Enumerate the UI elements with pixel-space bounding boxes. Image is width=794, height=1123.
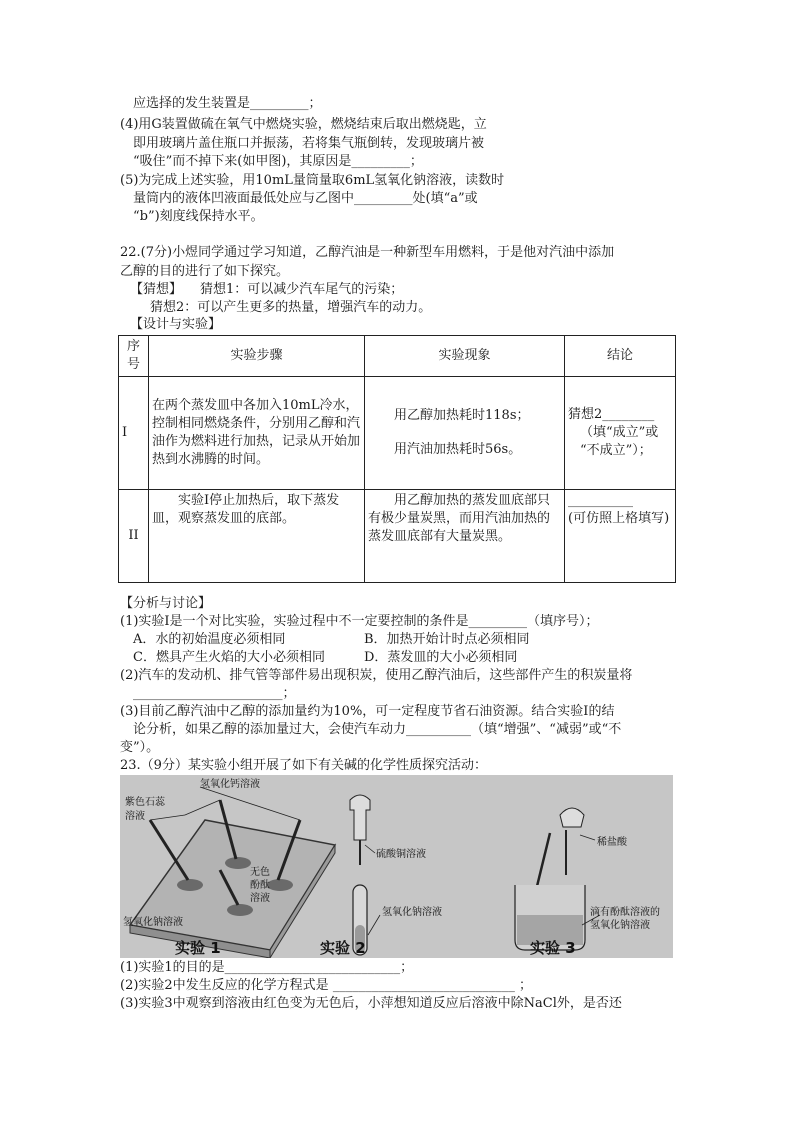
guess-title: 【猜想】 (130, 282, 183, 297)
caption-exp1: 实验 1 (175, 939, 221, 957)
header-no: 序号 (119, 336, 149, 377)
header-observation: 实验现象 (365, 336, 565, 377)
analysis-title: 【分析与讨论】 (120, 596, 212, 611)
fig-label-phen-1: 滴有酚酞溶液的 (590, 907, 660, 918)
question-23: 23.（9分）某实验小组开展了如下有关碱的化学性质探究活动： (120, 758, 487, 773)
option-c: C．燃具产生火焰的大小必须相同 (133, 650, 325, 665)
fig-label-purple: 紫色石蕊 (125, 797, 165, 808)
row-1-concl-hint2: “不成立”）； (580, 443, 652, 458)
guess-2: 猜想2：可以产生更多的热量，增强汽车的动力。 (150, 300, 432, 315)
fig-label-naoh-2: 氢氧化钠溶液 (382, 907, 442, 918)
experiment-illustration (120, 775, 673, 958)
analysis-3-end: 变”）。 (120, 740, 160, 755)
option-d: D．蒸发皿的大小必须相同 (364, 650, 518, 665)
header-step: 实验步骤 (149, 336, 365, 377)
exp-question-3: (3)实验3中观察到溶液由红色变为无色后，小萍想知道反应后溶液中除NaCl外，是否还 (120, 996, 622, 1011)
fig-label-cuso4: 硫酸铜溶液 (376, 849, 426, 860)
fig-label-phenol: 酚酞 (250, 880, 270, 891)
row-1-obs-ethanol: 用乙醇加热耗时118s； (394, 408, 530, 423)
caption-exp3: 实验 3 (530, 939, 576, 957)
question-22-cont: 乙醇的目的进行了如下探究。 (120, 264, 290, 279)
header-conclusion: 结论 (565, 336, 676, 377)
hand-icon (560, 808, 584, 827)
fig-label-solution: 溶液 (125, 811, 145, 822)
design-title: 【设计与实验】 (130, 317, 222, 332)
fig-label-naoh-1: 氢氧化钠溶液 (123, 917, 183, 928)
fig-label-hcl: 稀盐酸 (597, 837, 627, 848)
fig-label-caoh: 氢氧化钙溶液 (200, 779, 260, 790)
row-1-no: I (119, 377, 149, 490)
table-row (119, 490, 676, 583)
experiment-figure (120, 775, 673, 958)
option-b: B．加热开始计时点必须相同 (364, 632, 530, 647)
line-q5-end: “b”)刻度线保持水平。 (133, 209, 264, 224)
row-1-obs-gasoline: 用汽油加热耗时56s。 (394, 442, 522, 457)
fig-label-colorless: 无色 (250, 867, 270, 878)
analysis-2-blank[interactable]: _______________________； (133, 686, 296, 701)
row-2-observation: 用乙醇加热的蒸发皿底部只有极少量炭黑，而用汽油加热的蒸发皿底部有大量炭黑。 (365, 490, 565, 583)
line-q4: (4)用G装置做硫在氧气中燃烧实验，燃烧结束后取出燃烧匙，立 (120, 117, 487, 132)
fig-label-colorless-sol: 溶液 (250, 893, 270, 904)
row-1-concl-hint: （填“成立”或 (580, 425, 659, 440)
analysis-3-cont: 论分析，如果乙醇的添加量过大，会使汽车动力__________（填“增强”、“减弱”或“不 (133, 722, 622, 737)
row-1-observation (365, 377, 565, 490)
question-22: 22.(7分)小煜同学通过学习知道，乙醇汽油是一种新型车用燃料，于是他对汽油中添加 (120, 245, 615, 260)
row-2-no: II (119, 490, 149, 583)
experiment-table (118, 335, 676, 583)
line-q4-cont: 即用玻璃片盖住瓶口并振荡，若将集气瓶倒转，发现玻璃片被 (133, 136, 485, 151)
row-1-step: 在两个蒸发皿中各加入10mL冷水，控制相同燃烧条件，分别用乙醇和汽油作为燃料进行加热，记录从开始加热到水沸腾的时间。 (149, 377, 365, 490)
row-2-conclusion (565, 490, 676, 583)
analysis-1: (1)实验I是一个对比实验，实验过程中不一定要控制的条件是_________（填序号）； (120, 614, 599, 629)
line-q5: (5)为完成上述实验，用10mL量筒量取6mL氢氧化钠溶液，读数时 (120, 173, 505, 188)
table-row (119, 377, 676, 490)
exp-question-2: (2)实验2中发生反应的化学方程式是 ____________________________ ； (120, 978, 532, 993)
row-1-concl-blank[interactable]: 猜想2________ (568, 407, 655, 422)
option-a: A．水的初始温度必须相同 (133, 632, 286, 647)
fig-label-phen-2: 氢氧化钠溶液 (590, 920, 650, 931)
row-2-concl-hint: (可仿照上格填写) (568, 511, 670, 526)
row-1-conclusion (565, 377, 676, 490)
analysis-2: (2)汽车的发动机、排气管等部件易出现积炭，使用乙醇汽油后，这些部件产生的积炭量将 (120, 668, 633, 683)
line-q4-reason: “吸住”而不掉下来(如甲图)，其原因是_________； (133, 154, 423, 169)
row-2-concl-blank[interactable]: __________ (568, 493, 633, 508)
guess-1: 猜想1：可以减少汽车尾气的污染； (200, 282, 404, 297)
analysis-3: (3)目前乙醇汽油中乙醇的添加量约为10%，可一定程度节省石油资源。结合实验I的结 (120, 704, 615, 719)
row-2-step: 实验I停止加热后，取下蒸发皿，观察蒸发皿的底部。 (149, 490, 365, 583)
line-q5-cont: 量筒内的液体凹液面最低处应与乙图中_________处(填“a”或 (133, 191, 478, 206)
caption-exp2: 实验 2 (320, 939, 366, 957)
exp-question-1: (1)实验1的目的是___________________________； (120, 960, 414, 975)
line-setup-choice: 应选择的发生装置是_________； (133, 96, 322, 111)
